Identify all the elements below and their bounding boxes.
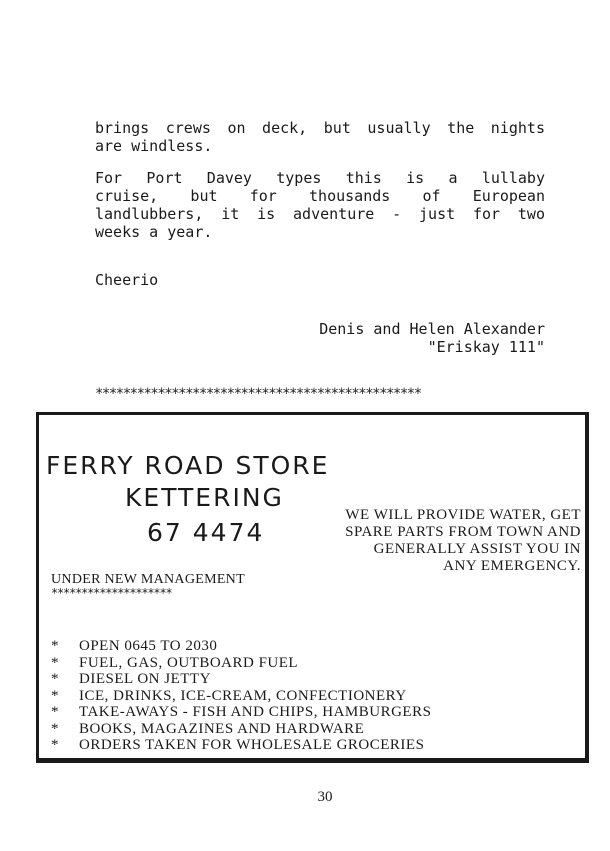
text-line: weeks a year. [95, 223, 213, 241]
service-text: TAKE-AWAYS - FISH AND CHIPS, HAMBURGERS [79, 704, 432, 720]
note-line: GENERALLY ASSIST YOU IN [373, 541, 581, 557]
store-phone: 67 4474 [147, 518, 265, 547]
list-item [51, 638, 431, 655]
list-item [51, 688, 431, 705]
boat-name: "Eriskay 111" [427, 338, 545, 356]
asterisk-icon: * [51, 704, 59, 720]
asterisk-icon: * [51, 654, 59, 671]
store-name: FERRY ROAD STORE [46, 451, 330, 480]
letter-paragraph-2 [95, 169, 545, 241]
service-text: DIESEL ON JETTY [79, 671, 211, 687]
text-line: landlubbers, it is adventure - just for two [95, 205, 545, 223]
signature-names: Denis and Helen Alexander [319, 320, 545, 338]
letter-paragraph-1 [95, 119, 545, 155]
list-item [51, 704, 431, 721]
text-line: For Port Davey types this is a lullaby [95, 169, 545, 187]
services-list [51, 638, 431, 754]
text-line: cruise, but for thousands of European [95, 187, 545, 205]
note-line: WE WILL PROVIDE WATER, GET [345, 507, 581, 523]
asterisk-icon: * [51, 638, 59, 654]
asterisk-icon: * [51, 671, 59, 687]
service-text: FUEL, GAS, OUTBOARD FUEL [79, 654, 299, 671]
closing: Cheerio [95, 271, 159, 289]
service-text: ORDERS TAKEN FOR WHOLESALE GROCERIES [79, 737, 425, 753]
asterisk-icon: * [51, 720, 59, 737]
service-text: OPEN 0645 TO 2030 [79, 638, 218, 654]
page-number: 30 [317, 789, 333, 805]
asterisk-icon: * [51, 687, 59, 704]
signature [319, 320, 545, 356]
list-item [51, 737, 431, 754]
text-line: are windless. [95, 137, 213, 155]
section-divider: *********************************************** [95, 386, 421, 402]
service-text: ICE, DRINKS, ICE-CREAM, CONFECTIONERY [79, 687, 407, 704]
note-line: SPARE PARTS FROM TOWN AND [345, 524, 581, 540]
management-underline: ******************** [51, 586, 172, 600]
service-note [313, 507, 581, 575]
asterisk-icon: * [51, 737, 59, 753]
management-heading: UNDER NEW MANAGEMENT [51, 572, 245, 587]
service-text: BOOKS, MAGAZINES AND HARDWARE [79, 720, 365, 737]
list-item [51, 721, 431, 738]
list-item [51, 671, 431, 688]
text-line: brings crews on deck, but usually the nights [95, 119, 545, 137]
store-location: KETTERING [125, 483, 284, 512]
note-line: ANY EMERGENCY. [443, 558, 581, 574]
list-item [51, 655, 431, 672]
